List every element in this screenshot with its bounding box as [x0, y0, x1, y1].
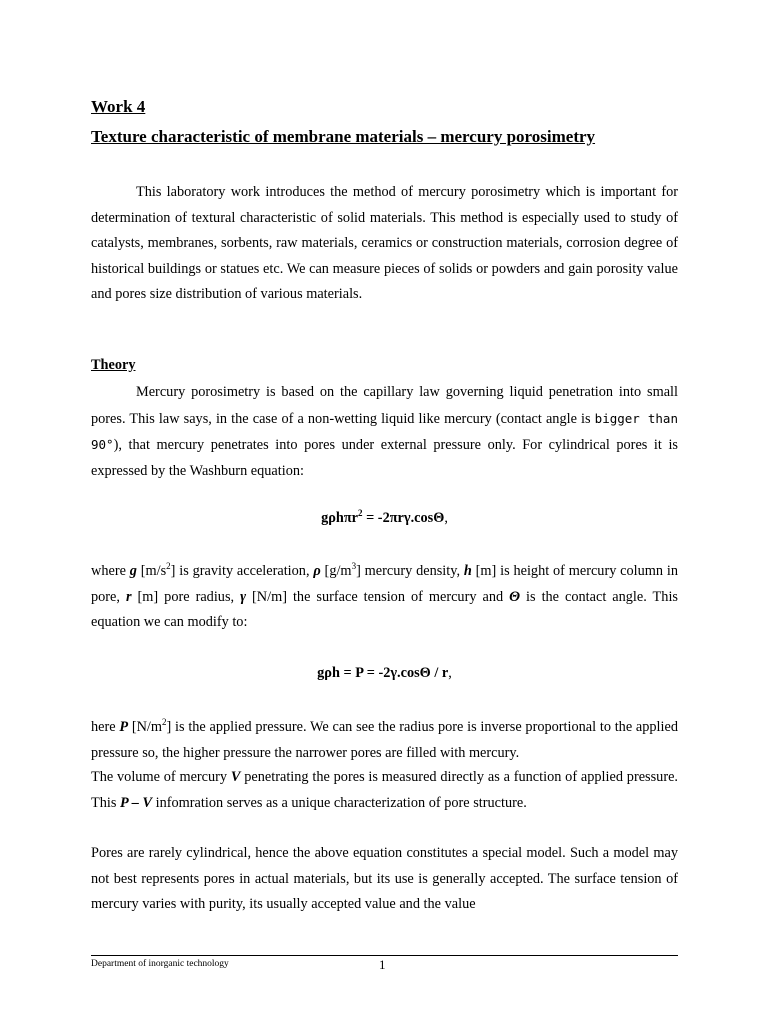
p3-text: ] mercury density,	[356, 563, 464, 579]
variables-paragraph	[91, 559, 678, 636]
p3-sup: 3	[351, 561, 357, 572]
p3-text: [m/s	[136, 563, 167, 579]
eq1-exponent: 2	[358, 508, 363, 519]
washburn-equation	[91, 510, 678, 527]
var-h: h	[463, 563, 472, 579]
volume-paragraph	[91, 765, 678, 816]
var-theta: Θ	[509, 588, 521, 605]
eq1-comma: ,	[444, 510, 448, 526]
intro-paragraph: This laboratory work introduces the method of mercury porosimetry which is important for determination of textural characteristic of solid materials. This method is especially used to study of catalysts, membranes, sorbents, raw materials, ceramics or construction materials, corrosion degree of historical buildings or statues etc. We can measure pieces of solids or powders and gain porosity value and pores size distribution of various materials.	[91, 184, 678, 302]
var-V: V	[230, 769, 241, 785]
var-PV: P – V	[120, 794, 153, 811]
theory-text-1: Mercury porosimetry is based on the capillary law governing liquid penetration into small pores. This law says, in the case of a non-wetting liquid like mercury (contact angle is	[91, 384, 678, 427]
var-rho: ρ	[313, 563, 321, 579]
p4-text: ] is the applied pressure. We can see the radius pore is inverse proportional to the applied pressure so, the higher pressure the narrower pores are filled with mercury.	[91, 719, 679, 761]
p3-text: [N/m] the surface tension of mercury and	[246, 588, 510, 605]
document-page	[91, 0, 678, 1024]
theory-paragraph	[91, 380, 678, 484]
p4-text: here	[91, 719, 120, 735]
p3-text: where	[91, 563, 130, 579]
p3-text: [g/m	[320, 563, 352, 579]
eq2-comma: ,	[448, 665, 452, 681]
eq1-lhs: gρhπr	[321, 510, 359, 526]
p4-sup: 2	[162, 717, 167, 728]
page-number: 1	[379, 957, 386, 972]
contact-angle-text: bigger than 90°	[91, 410, 678, 452]
eq2-body: gρh = P = -2γ.cosΘ / r	[317, 665, 449, 681]
var-gamma: γ	[240, 588, 247, 605]
p3-text: [m] is height of mercury column in pore,	[91, 563, 679, 605]
pressure-paragraph	[91, 715, 678, 766]
p5-text: penetrating the pores is measured directly as a function of applied pressure. This	[91, 769, 679, 811]
document-title: Texture characteristic of membrane materials – mercury porosimetry	[91, 127, 596, 146]
pores-paragraph: Pores are rarely cylindrical, hence the above equation constitutes a special model. Such a model may not best represents pores in actual materials, but its use is generally accepted. The surface tension of mercury varies with purity, its usually accepted value and the value	[91, 845, 678, 912]
var-g: g	[129, 563, 137, 579]
p3-sup: 2	[166, 561, 171, 572]
p4-text: [N/m	[128, 719, 163, 735]
eq1-rhs: = -2πrγ.cosΘ	[362, 510, 445, 526]
var-P: P	[119, 719, 129, 735]
p3-text: is the contact angle. This equation we can modify to:	[91, 588, 678, 630]
p3-text: [m] pore radius,	[131, 588, 241, 605]
footer-divider	[91, 955, 678, 956]
theory-text-2: ), that mercury penetrates into pores under external pressure only. For cylindrical pores it is expressed by the Washburn equation:	[91, 437, 678, 479]
pressure-equation	[91, 665, 678, 682]
var-r: r	[125, 588, 132, 605]
theory-heading: Theory	[91, 357, 136, 373]
footer-department: Department of inorganic technology	[91, 959, 229, 969]
p5-text: infomration serves as a unique characterization of pore structure.	[152, 794, 527, 811]
work-number-heading: Work 4	[91, 97, 146, 116]
p3-text: ] is gravity acceleration,	[170, 563, 314, 579]
p5-text: The volume of mercury	[91, 769, 231, 785]
